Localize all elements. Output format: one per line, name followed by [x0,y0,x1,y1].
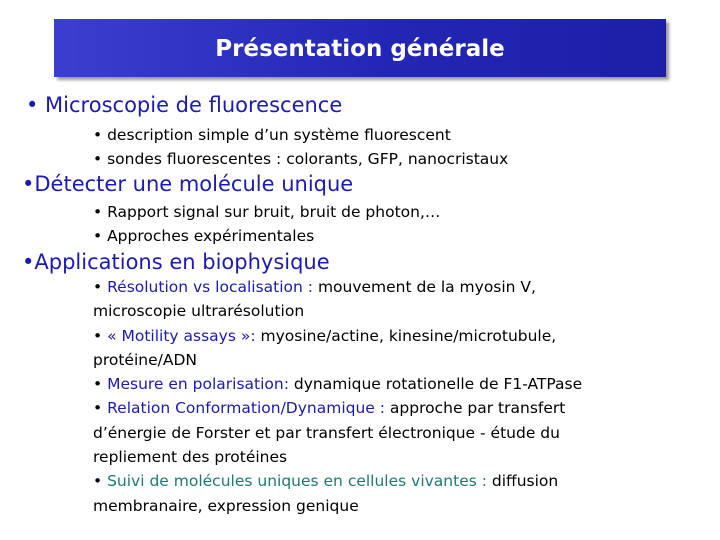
topic-text: d’énergie de Forster et par transfert électronique - étude du [93,423,560,442]
topic-text: approche par transfert [389,399,566,418]
list-item: • sondes fluorescentes : colorants, GFP, nanocristaux [93,150,509,168]
bullet: • [93,472,108,491]
topic-text: microscopie ultrarésolution [93,302,305,321]
text-line [93,421,698,445]
bullet: • [93,278,108,296]
text-line [93,324,698,348]
topic-label: Relation Conformation/Dynamique : [107,399,390,418]
topic-label: Résolution vs localisation : [107,278,318,296]
applications-body [93,275,698,518]
text-line [93,299,698,323]
topic-text: dynamique rotationelle de F1-ATPase [293,375,583,394]
list-item: • Approches expérimentales [93,227,315,245]
topic-text: membranaire, expression genique [93,496,359,515]
topic-text: diffusion [491,472,559,491]
text-line [93,275,698,299]
text-line [93,396,698,420]
section-heading-single-molecule: •Détecter une molécule unique [22,172,354,196]
list-item: • Rapport signal sur bruit, bruit de photon,… [93,203,441,221]
list-item: • description simple d’un système fluorescent [93,126,451,144]
text-line [93,372,698,396]
section-heading-fluorescence: • Microscopie de fluorescence [26,93,343,117]
text-line [93,494,698,518]
text-line [93,469,698,493]
slide-title: Présentation générale [215,36,505,62]
topic-label: « Motility assays »: [107,326,261,345]
bullet: • [93,375,108,394]
section-heading-applications: •Applications en biophysique [22,250,330,274]
topic-label: Suivi de molécules uniques en cellules vivantes : [107,472,492,491]
topic-text: myosine/actine, kinesine/microtubule, [260,326,557,345]
text-line [93,445,698,469]
text-line [93,348,698,372]
bullet: • [93,326,108,345]
topic-text: protéine/ADN [93,350,197,369]
topic-label: Mesure en polarisation: [107,375,294,394]
title-bar [54,19,666,77]
bullet: • [93,399,108,418]
topic-text: mouvement de la myosin V, [317,278,536,296]
topic-text: repliement des protéines [93,448,288,467]
